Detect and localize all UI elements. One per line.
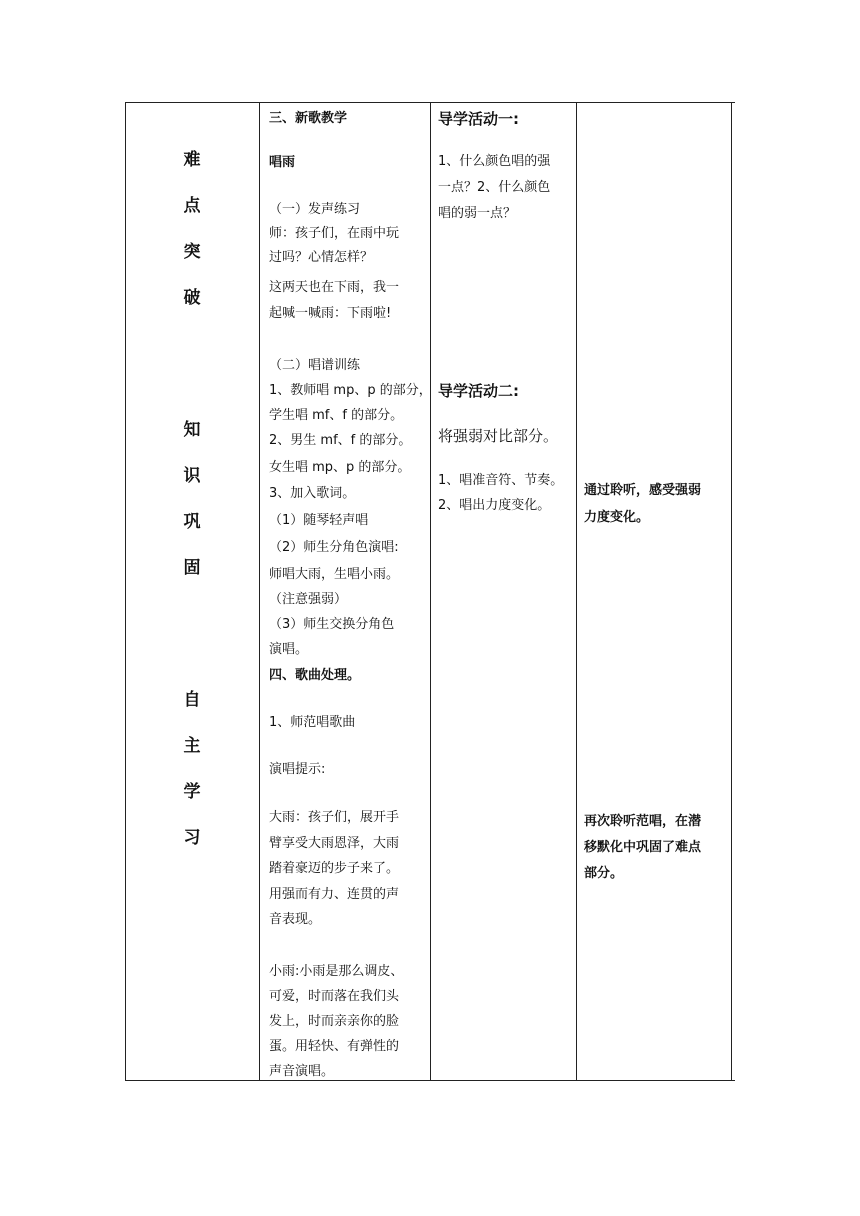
text-line: （1）随琴轻声唱 bbox=[269, 513, 369, 528]
text-line: 通过聆听，感受强弱 bbox=[584, 483, 702, 498]
text-line: 踏着豪迈的步子来了。 bbox=[269, 861, 400, 876]
text-line: （2）师生分角色演唱: bbox=[269, 540, 399, 555]
side-char: 点 bbox=[183, 196, 201, 216]
section-heading: 三、新歌教学 bbox=[269, 111, 348, 126]
subsection-heading: （二）唱谱训练 bbox=[269, 358, 361, 373]
design-intent-column bbox=[576, 102, 735, 1081]
text-line: 师唱大雨，生唱小雨。 bbox=[269, 567, 400, 582]
section-heading: 四、歌曲处理。 bbox=[269, 668, 361, 683]
text-line: 3、加入歌词。 bbox=[269, 486, 356, 501]
text-line: 唱的弱一点？ bbox=[438, 206, 517, 221]
text-line: 1、什么颜色唱的强 bbox=[438, 154, 551, 169]
text-line: 1、师范唱歌曲 bbox=[269, 715, 356, 730]
teaching-content-column bbox=[259, 102, 430, 1081]
side-char: 破 bbox=[183, 288, 201, 308]
side-char: 巩 bbox=[183, 512, 201, 532]
text-line: 部分。 bbox=[584, 866, 624, 881]
text-line: 再次聆听范唱，在潜 bbox=[584, 814, 702, 829]
text-line: 2、唱出力度变化。 bbox=[438, 498, 551, 513]
text-line: 声音演唱。 bbox=[269, 1064, 335, 1079]
text-line: 力度变化。 bbox=[584, 510, 650, 525]
song-title: 唱雨 bbox=[269, 155, 296, 170]
side-char: 突 bbox=[183, 242, 201, 262]
text-line: 师：孩子们，在雨中玩 bbox=[269, 226, 400, 241]
side-char: 知 bbox=[183, 420, 201, 440]
text-line: 这两天也在下雨，我一 bbox=[269, 280, 400, 295]
subsection-heading: （一）发声练习 bbox=[269, 202, 361, 217]
text-line: 大雨：孩子们，展开手 bbox=[269, 810, 400, 825]
text-line: 起喊一喊雨：下雨啦! bbox=[269, 306, 392, 321]
text-line: 用强而有力、连贯的声 bbox=[269, 887, 400, 902]
activity-title: 导学活动二: bbox=[438, 382, 519, 400]
text-line: 学生唱 mf、f 的部分。 bbox=[269, 408, 404, 423]
text-line: 蛋。用轻快、有弹性的 bbox=[269, 1039, 400, 1054]
text-line: 小雨:小雨是那么调皮、 bbox=[269, 964, 404, 979]
side-char: 识 bbox=[183, 466, 201, 486]
guided-activity-column bbox=[430, 102, 576, 1081]
text-line: （3）师生交换分角色 bbox=[269, 617, 395, 632]
side-char: 学 bbox=[183, 782, 201, 802]
activity-title: 导学活动一: bbox=[438, 110, 519, 128]
side-char: 习 bbox=[183, 828, 201, 848]
side-char: 固 bbox=[183, 558, 201, 578]
text-line: 发上，时而亲亲你的脸 bbox=[269, 1014, 400, 1029]
text-line: 将强弱对比部分。 bbox=[438, 427, 559, 445]
text-line: （注意强弱） bbox=[269, 592, 348, 607]
text-line: 演唱。 bbox=[269, 642, 309, 657]
side-label-column bbox=[125, 102, 259, 1081]
text-line: 臂享受大雨恩泽，大雨 bbox=[269, 836, 400, 851]
side-char: 主 bbox=[183, 736, 201, 756]
text-line: 移默化中巩固了难点 bbox=[584, 840, 702, 855]
text-line: 过吗？心情怎样？ bbox=[269, 250, 374, 265]
text-line: 1、唱准音符、节奏。 bbox=[438, 473, 564, 488]
text-line: 2、男生 mf、f 的部分。 bbox=[269, 433, 412, 448]
lesson-table bbox=[125, 102, 735, 1081]
side-char: 难 bbox=[183, 150, 201, 170]
text-line: 演唱提示: bbox=[269, 762, 326, 777]
text-line: 1、教师唱 mp、p 的部分， bbox=[269, 383, 432, 398]
text-line: 可爱，时而落在我们头 bbox=[269, 989, 400, 1004]
side-char: 自 bbox=[183, 690, 201, 710]
text-line: 音表现。 bbox=[269, 912, 322, 927]
text-line: 一点？2、什么颜色 bbox=[438, 180, 551, 195]
text-line: 女生唱 mp、p 的部分。 bbox=[269, 460, 411, 475]
